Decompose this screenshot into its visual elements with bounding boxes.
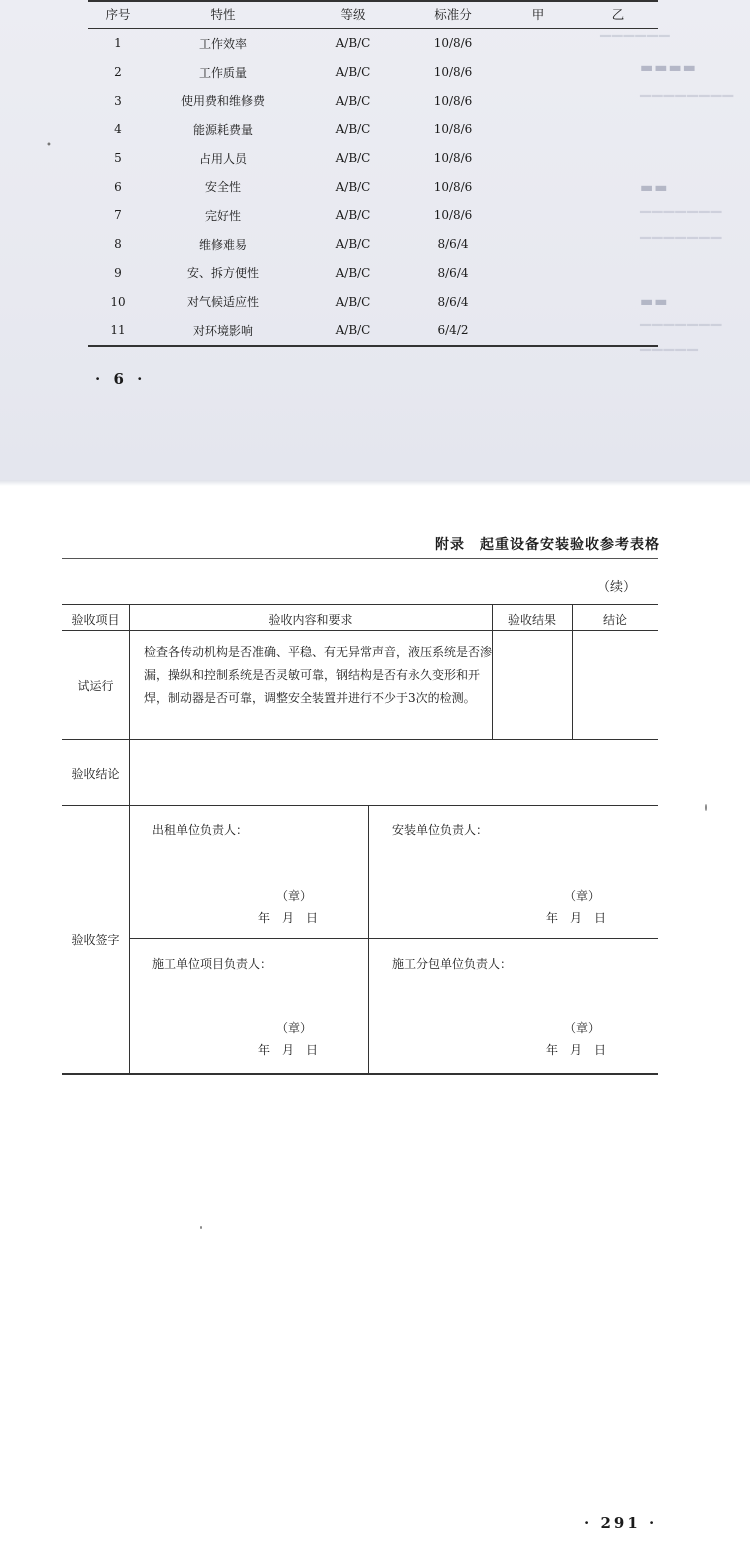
show-through-mark: ▔▔▔▔▔: [640, 350, 699, 366]
cell-option-a: [498, 29, 578, 58]
cell-grade: A/B/C: [335, 208, 371, 223]
cell-grade: A/B/C: [335, 179, 371, 194]
form-hline-header: [62, 630, 658, 631]
subcontractor-date: 年 月 日: [546, 1043, 607, 1057]
scan-speck: [200, 1226, 202, 1229]
cell-index: 2: [114, 65, 122, 80]
cell-index: 3: [114, 93, 122, 108]
col-header-standard-score: 标准分: [408, 0, 498, 29]
cell-grade: A/B/C: [335, 122, 371, 137]
show-through-mark: ▔▔▔▔▔▔: [600, 36, 671, 52]
col-header-index: 序号: [88, 0, 148, 29]
signature-label: 验收签字: [71, 933, 120, 947]
col-header-characteristic: 特性: [148, 0, 298, 29]
cell-characteristic: 占用人员: [198, 151, 247, 166]
cell-option-a: [498, 144, 578, 173]
form-vline-signature: [368, 805, 369, 1073]
cell-index: 8: [114, 237, 122, 252]
table-row: [88, 29, 658, 58]
table-header-row: [88, 0, 658, 29]
contractor-pm-date: 年 月 日: [258, 1043, 319, 1057]
cell-standard-score: 10/8/6: [433, 65, 473, 80]
col-header-option-a: 甲: [498, 0, 578, 29]
equipment-characteristics-table: [88, 0, 658, 347]
cell-standard-score: 10/8/6: [433, 208, 473, 223]
table-row: [88, 144, 658, 173]
bottom-page: [0, 486, 750, 1546]
cell-grade: A/B/C: [335, 151, 371, 166]
cell-option-a: [498, 259, 578, 288]
cell-standard-score: 8/6/4: [437, 265, 469, 280]
cell-standard-score: 8/6/4: [437, 294, 469, 309]
cell-option-b: [578, 259, 658, 288]
show-through-mark: ▔▔▔▔▔▔▔: [640, 325, 723, 341]
installer-seal: （章）: [564, 889, 601, 903]
scan-speck: [705, 804, 707, 811]
table-row: [88, 86, 658, 115]
show-through-mark: ▬▬: [640, 180, 669, 196]
table-row: [88, 259, 658, 288]
cell-grade: A/B/C: [335, 265, 371, 280]
subcontractor-seal: （章）: [564, 1021, 601, 1035]
cell-characteristic: 维修难易: [198, 237, 247, 252]
cell-option-a: [498, 316, 578, 346]
lessor-date: 年 月 日: [258, 911, 319, 925]
lessor-seal: （章）: [276, 889, 313, 903]
cell-option-a: [498, 115, 578, 144]
subcontractor-responsible-label: 施工分包单位负责人：: [392, 957, 513, 971]
form-hline-signature-mid: [129, 938, 658, 939]
lessor-responsible-label: 出租单位负责人：: [152, 823, 249, 837]
cell-standard-score: 10/8/6: [433, 36, 473, 51]
cell-option-b: [578, 29, 658, 58]
cell-grade: A/B/C: [335, 237, 371, 252]
cell-index: 10: [110, 294, 126, 309]
cell-grade: A/B/C: [335, 294, 371, 309]
cell-characteristic: 能源耗费量: [192, 122, 253, 137]
cell-index: 4: [114, 122, 122, 137]
cell-characteristic: 工作质量: [198, 65, 247, 80]
cell-index: 9: [114, 265, 122, 280]
cell-option-b: [578, 316, 658, 346]
table-row: [88, 287, 658, 316]
contractor-pm-label: 施工单位项目负责人：: [152, 957, 273, 971]
continued-label: （续）: [597, 580, 637, 595]
header-rule: [62, 558, 658, 559]
acceptance-form: [62, 604, 658, 1075]
table-row: [88, 172, 658, 201]
col-header-result: 验收结果: [507, 613, 556, 627]
cell-option-b: [578, 86, 658, 115]
cell-option-a: [498, 58, 578, 87]
cell-characteristic: 安全性: [204, 180, 241, 195]
cell-characteristic: 使用费和维修费: [180, 94, 265, 109]
cell-index: 7: [114, 208, 122, 223]
trial-run-label: 试运行: [77, 679, 114, 693]
table-row: [88, 316, 658, 346]
show-through-mark: ▔▔▔▔▔▔▔: [640, 238, 723, 254]
table-row: [88, 115, 658, 144]
col-header-content: 验收内容和要求: [268, 613, 353, 627]
cell-option-a: [498, 201, 578, 230]
cell-option-b: [578, 115, 658, 144]
cell-index: 1: [114, 36, 122, 51]
table-row: [88, 201, 658, 230]
trial-run-content: 检查各传动机构是否准确、平稳、有无异常声音，液压系统是否渗漏，操纵和控制系统是否灵敏可靠，钢结构是否有永久变形和开焊，制动器是否可靠，调整安全装置并进行不少于3次的检测。: [144, 645, 493, 705]
cell-standard-score: 6/4/2: [408, 316, 498, 346]
running-head: 附录 起重设备安装验收参考表格: [435, 537, 660, 553]
cell-option-b: [578, 287, 658, 316]
show-through-mark: ▔▔▔▔▔▔▔▔: [640, 96, 735, 112]
cell-standard-score: 10/8/6: [433, 93, 473, 108]
cell-option-b: [578, 172, 658, 201]
cell-characteristic: 对环境影响: [148, 316, 298, 346]
form-hline-conclusion: [62, 805, 658, 806]
cell-standard-score: 10/8/6: [433, 151, 473, 166]
cell-characteristic: 对气候适应性: [186, 295, 259, 310]
scan-speck: •: [46, 140, 52, 151]
cell-index: 5: [114, 151, 122, 166]
cell-standard-score: 8/6/4: [437, 237, 469, 252]
cell-characteristic: 完好性: [204, 208, 241, 223]
cell-characteristic: 工作效率: [198, 36, 247, 51]
cell-index: 6: [114, 179, 122, 194]
cell-option-b: [578, 144, 658, 173]
cell-option-a: [498, 86, 578, 115]
col-header-conclusion: 结论: [602, 613, 627, 627]
top-page: [0, 0, 750, 480]
table-row: [88, 230, 658, 259]
cell-standard-score: 10/8/6: [433, 122, 473, 137]
show-through-mark: ▬▬▬▬: [640, 60, 697, 76]
cell-grade: A/B/C: [335, 93, 371, 108]
cell-option-a: [498, 287, 578, 316]
cell-option-b: [578, 230, 658, 259]
show-through-mark: ▔▔▔▔▔▔▔: [640, 212, 723, 228]
col-header-acceptance-item: 验收项目: [71, 613, 120, 627]
cell-characteristic: 安、拆方便性: [186, 266, 259, 281]
cell-option-a: [498, 172, 578, 201]
cell-grade: A/B/C: [335, 65, 371, 80]
acceptance-conclusion-label: 验收结论: [71, 767, 120, 781]
table-row: [88, 58, 658, 87]
cell-grade: A/B/C: [335, 36, 371, 51]
cell-standard-score: 10/8/6: [433, 179, 473, 194]
installer-date: 年 月 日: [546, 911, 607, 925]
cell-index: 11: [88, 316, 148, 346]
col-header-grade: 等级: [298, 0, 408, 29]
page-number: · 6 ·: [95, 370, 147, 388]
page-number: · 291 ·: [584, 1514, 658, 1532]
cell-option-b: [578, 58, 658, 87]
form-hline-trial: [62, 739, 658, 740]
col-header-option-b: 乙: [578, 0, 658, 29]
installer-responsible-label: 安装单位负责人：: [392, 823, 489, 837]
form-vline-item: [129, 605, 130, 1073]
show-through-mark: ▬▬: [640, 294, 669, 310]
contractor-pm-seal: （章）: [276, 1021, 313, 1035]
cell-grade: A/B/C: [298, 316, 408, 346]
cell-option-a: [498, 230, 578, 259]
cell-option-b: [578, 201, 658, 230]
